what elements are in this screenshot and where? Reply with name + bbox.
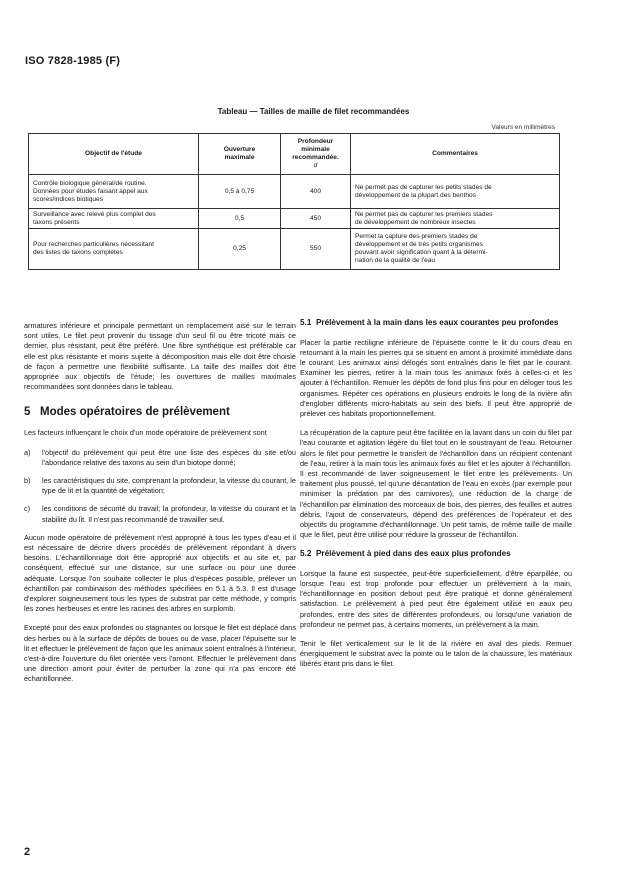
document-header: ISO 7828-1985 (F) <box>25 55 121 67</box>
table-row <box>29 175 560 209</box>
paragraph-excepte: Excepté pour des eaux profondes ou stagnantes ou lorsque le filet est déplacé dans des herbes ou à la surface de dépôts de boues ou de vase, placer l'épuisette sur le lit et effectuer le prélèvement de façon que les animaux soient entraînés à l'intérieur, c'est-à-dire l'ouverture du filet orientée vers l'amont. Effectuer le prélèvement dans une direction amont pour éviter de perturber la zone qui n'a pas encore été échantillonnée. <box>24 623 296 684</box>
header-profondeur: Profondeur minimale recommandée. d <box>281 134 351 175</box>
header-ouverture: Ouverture maximale <box>199 134 281 175</box>
left-column <box>24 321 296 694</box>
cell-ouverture: 0,5 à 0,75 <box>199 175 281 209</box>
cell-profondeur: 550 <box>281 229 351 270</box>
table-row <box>29 229 560 270</box>
paragraph-placer: Placer la partie rectiligne inférieure de l'épuisette contre le lit du cours d'eau en retournant à la main les pierres qui se situent en amont à proximité immédiate dans le courant. Les animaux ainsi délogés sont entraînés dans le filet par le courant. Examiner les pierres, retirer à la main tous les animaux fixés à celles-ci et les ajouter à l'échantillon. Remuer les dépôts de fond plus fins pour en déloger tous les organismes. Répéter ces opérations en plusieurs endroits le long de la rivière afin d'englober différents micro-habitats au sein des biefs. Il peut être approprié de prélever ces habitats proportionnellement. <box>300 337 572 418</box>
table-header-row <box>29 134 560 175</box>
cell-profondeur: 450 <box>281 209 351 229</box>
cell-objectif: Surveillance avec relevé plus complet des taxons présents <box>29 209 199 229</box>
cell-commentaires: Ne permet pas de capturer les petits stades de développement de la plupart des benthos <box>351 175 560 209</box>
paragraph-facteurs: Les facteurs influençant le choix d'un mode opératoire de prélèvement sont <box>24 428 267 438</box>
list-item: b) les caractéristiques du site, comprenant la profondeur, la vitesse du courant, le type de lit et la quantité de végétation; <box>24 476 296 496</box>
paragraph-armatures: armatures inférieure et principale permettant un remplacement aisé sur le terrain sont utiles. Le filet peut provenir du tissage d'un seul fil ou être tricoté mais ce dernier, plus résistant, peut être préféré. Une fibre synthétique est préférable car elle est plus résistante et moins sujette à décomposition mais elle doit être choisie de façon à permettre une flexibilité suffisante. La taille des mailles doit être appropriée aux objectifs de l'étude; les ouvertures de mailles maximales recommandées sont données dans le tableau. <box>24 321 296 392</box>
header-commentaires: Commentaires <box>351 134 560 175</box>
section-title: Prélèvement à la main dans les eaux courantes peu profondes <box>315 318 559 327</box>
section-number: 5.2 <box>300 549 312 559</box>
section-5-heading <box>24 406 296 419</box>
cell-commentaires: Ne permet pas de capturer les premiers stades de développement de nombreux insectes <box>351 209 560 229</box>
section-5-2-heading <box>300 549 572 560</box>
cell-objectif: Contrôle biologique général/de routine. Données pour études faisant appel aux scores/indices biotiques <box>29 175 199 209</box>
table-row <box>29 209 560 229</box>
list-item: c) les conditions de sécurité du travail; la profondeur, la vitesse du courant et la stabilité du lit. Il n'est pas recommandé de travailler seul. <box>24 504 296 524</box>
section-title: Modes opératoires de prélèvement <box>40 406 230 419</box>
section-number: 5 <box>24 406 31 419</box>
cell-ouverture: 0,5 <box>199 209 281 229</box>
mesh-size-table <box>28 133 560 270</box>
paragraph-recuperation: La récupération de la capture peut être facilitée en la lavant dans un coin du filet par l'eau courante et agitation légère du filet tout en le soustrayant de l'eau. Retourner alors le filet pour permettre le transfert de l'échantillon dans un récipient contenant de l'eau, retirer à la main tous les animaux fixés au filet et les ajouter à l'échantillon. Il est recommandé de laver soigneusement le filet entre les prélèvements. Un traitement plus poussé, tel qu'une décantation de l'eau en excès (par exemple pour minimiser la prédation par des carnivores), une réduction de la charge de l'échantillon par élimination des morceaux de bois, des pierres, des feuilles et autres débris, l'ajout de conservateurs, dépend des préférences de l'opérateur et des objectifs du programme d'échantillonnage. Un petit tamis, de même taille de maille que le filet, peut être utilisé pour réduire la grosseur de l'échantillon. <box>300 428 572 540</box>
section-number: 5.1 <box>300 318 312 327</box>
cell-profondeur: 400 <box>281 175 351 209</box>
list-item: a) l'objectif du prélèvement qui peut être une liste des espèces du site et/ou l'abondance relative des taxons au sein d'un biotope donné; <box>24 447 296 467</box>
section-title: Prélèvement à pied dans des eaux plus profondes <box>315 549 511 559</box>
paragraph-lorsque: Lorsque la faune est suspectée, peut-être superficiellement, d'être éparpillée, ou lorsque l'eau est trop profonde pour effectuer un prélèvement à la main, l'échantillonnage en position debout peut être pratiqué et donne généralement satisfaction. Le prélèvement à pied peut être également utilisé en eaux peu profondes, entre des sites de différentes profondeurs, ou lorsqu'une variation de profondeur ne permet pas, à certains moments, un prélèvement à la main. <box>300 568 572 629</box>
table-unit-note: Valeurs en millimètres <box>491 124 555 131</box>
table-caption: Tableau — Tailles de maille de filet recommandées <box>217 107 410 116</box>
header-objectif: Objectif de l'étude <box>29 134 199 175</box>
cell-ouverture: 0,25 <box>199 229 281 270</box>
cell-objectif: Pour recherches particulières nécessitant des listes de taxons complètes <box>29 229 199 270</box>
section-5-1-heading <box>300 318 572 329</box>
page-number: 2 <box>24 846 31 858</box>
cell-commentaires: Permet la capture des premiers stades de développement et de très petits organismes pouvant avoir signification quant à la détermi- nation de la qualité de l'eau <box>351 229 560 270</box>
paragraph-tenir: Tenir le filet verticalement sur le lit de la rivière en aval des pieds. Remuer énergiquement le substrat avec la pointe ou le talon de la chaussure, les matériaux libérés étant pris dans le filet. <box>300 639 572 669</box>
paragraph-aucun: Aucun mode opératoire de prélèvement n'est approprié à tous les types d'eau et il est nécessaire de décrire divers procédés de prélèvement répondant à divers besoins. L'échantillonnage doit être approprié aux objectifs et au site et, par conséquent, effectué sur une distance, sur une surface ou pour une durée adéquate. Lorsque l'on souhaite collecter le plus d'espèces possible, prélever un échantillon par combinaison des méthodes spécifiées en 5.1 à 5.3. Il est d'usage d'explorer soigneusement tous les types de substrat par cette méthode, y compris les zones herbeuses et entre les racines des arbres en surplomb. <box>24 532 296 614</box>
right-column <box>300 318 572 679</box>
